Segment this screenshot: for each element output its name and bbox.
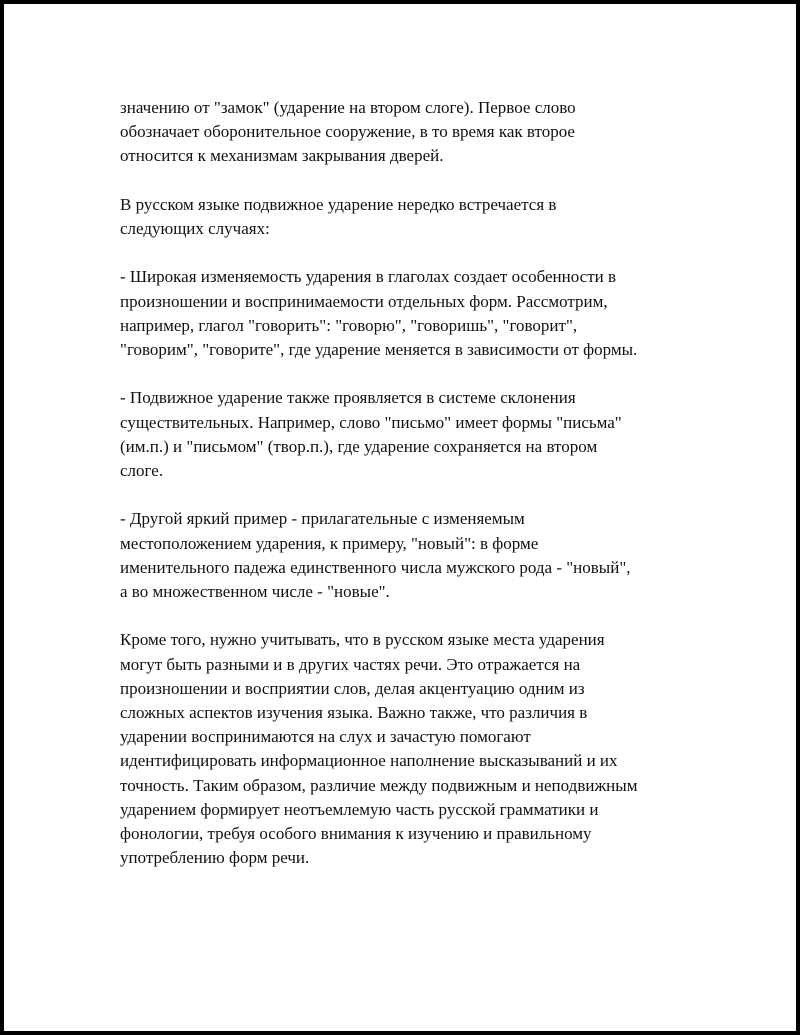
paragraph-5: [120, 507, 710, 604]
text-line: обозначает оборонительное сооружение, в то время как второе: [120, 122, 575, 142]
text-line: точность. Таким образом, различие между подвижным и неподвижным: [120, 775, 638, 795]
text-line: (им.п.) и "письмом" (твор.п.), где ударение сохраняется на втором: [120, 436, 598, 456]
text-line: местоположением ударения, к примеру, "новый": в форме: [120, 533, 539, 553]
paragraph-4: [120, 386, 710, 483]
text-line: следующих случаях:: [120, 219, 270, 238]
text-line: например, глагол "говорить": "говорю", "говоришь", "говорит",: [120, 315, 578, 335]
text-line: слоге.: [120, 461, 164, 480]
text-line: а во множественном числе - "новые".: [120, 582, 390, 601]
text-line: ударением формирует неотъемлемую часть русской грамматики и: [120, 799, 599, 819]
text-line: сложных аспектов изучения языка. Важно также, что различия в: [120, 703, 588, 722]
text-line: Кроме того, нужно учитывать, что в русском языке места ударения: [120, 630, 605, 650]
text-line: - Широкая изменяемость ударения в глаголах создает особенности в: [120, 267, 617, 287]
text-line: "говорим", "говорите", где ударение меняется в зависимости от формы.: [120, 340, 638, 359]
text-line: могут быть разными и в других частях речи. Это отражается на: [120, 654, 581, 674]
paragraph-6: [120, 628, 710, 870]
text-line: В русском языке подвижное ударение нередко встречается в: [120, 194, 557, 214]
text-line: - Подвижное ударение также проявляется в системе склонения: [120, 388, 576, 408]
text-line: ударении воспринимаются на слух и зачастую помогают: [120, 727, 531, 747]
text-line: произношении и воспринимаемости отдельных форм. Рассмотрим,: [120, 291, 608, 311]
text-line: существительных. Например, слово "письмо" имеет формы "письма": [120, 412, 622, 432]
text-line: фонологии, требуя особого внимания к изучению и правильному: [120, 824, 592, 844]
document-body: [120, 96, 710, 895]
text-line: идентифицировать информационное наполнение высказываний и их: [120, 751, 618, 771]
text-line: употреблению форм речи.: [120, 848, 310, 868]
paragraph-3: [120, 265, 710, 362]
paragraph-1: [120, 96, 710, 169]
paragraph-2: [120, 193, 710, 241]
text-line: - Другой яркий пример - прилагательные с изменяемым: [120, 509, 525, 529]
text-line: относится к механизмам закрывания дверей.: [120, 146, 444, 166]
text-line: произношении и восприятии слов, делая акцентуацию одним из: [120, 678, 585, 698]
text-line: значению от "замок" (ударение на втором слоге). Первое слово: [120, 98, 576, 117]
text-line: именительного падежа единственного числа мужского рода - "новый",: [120, 557, 631, 577]
